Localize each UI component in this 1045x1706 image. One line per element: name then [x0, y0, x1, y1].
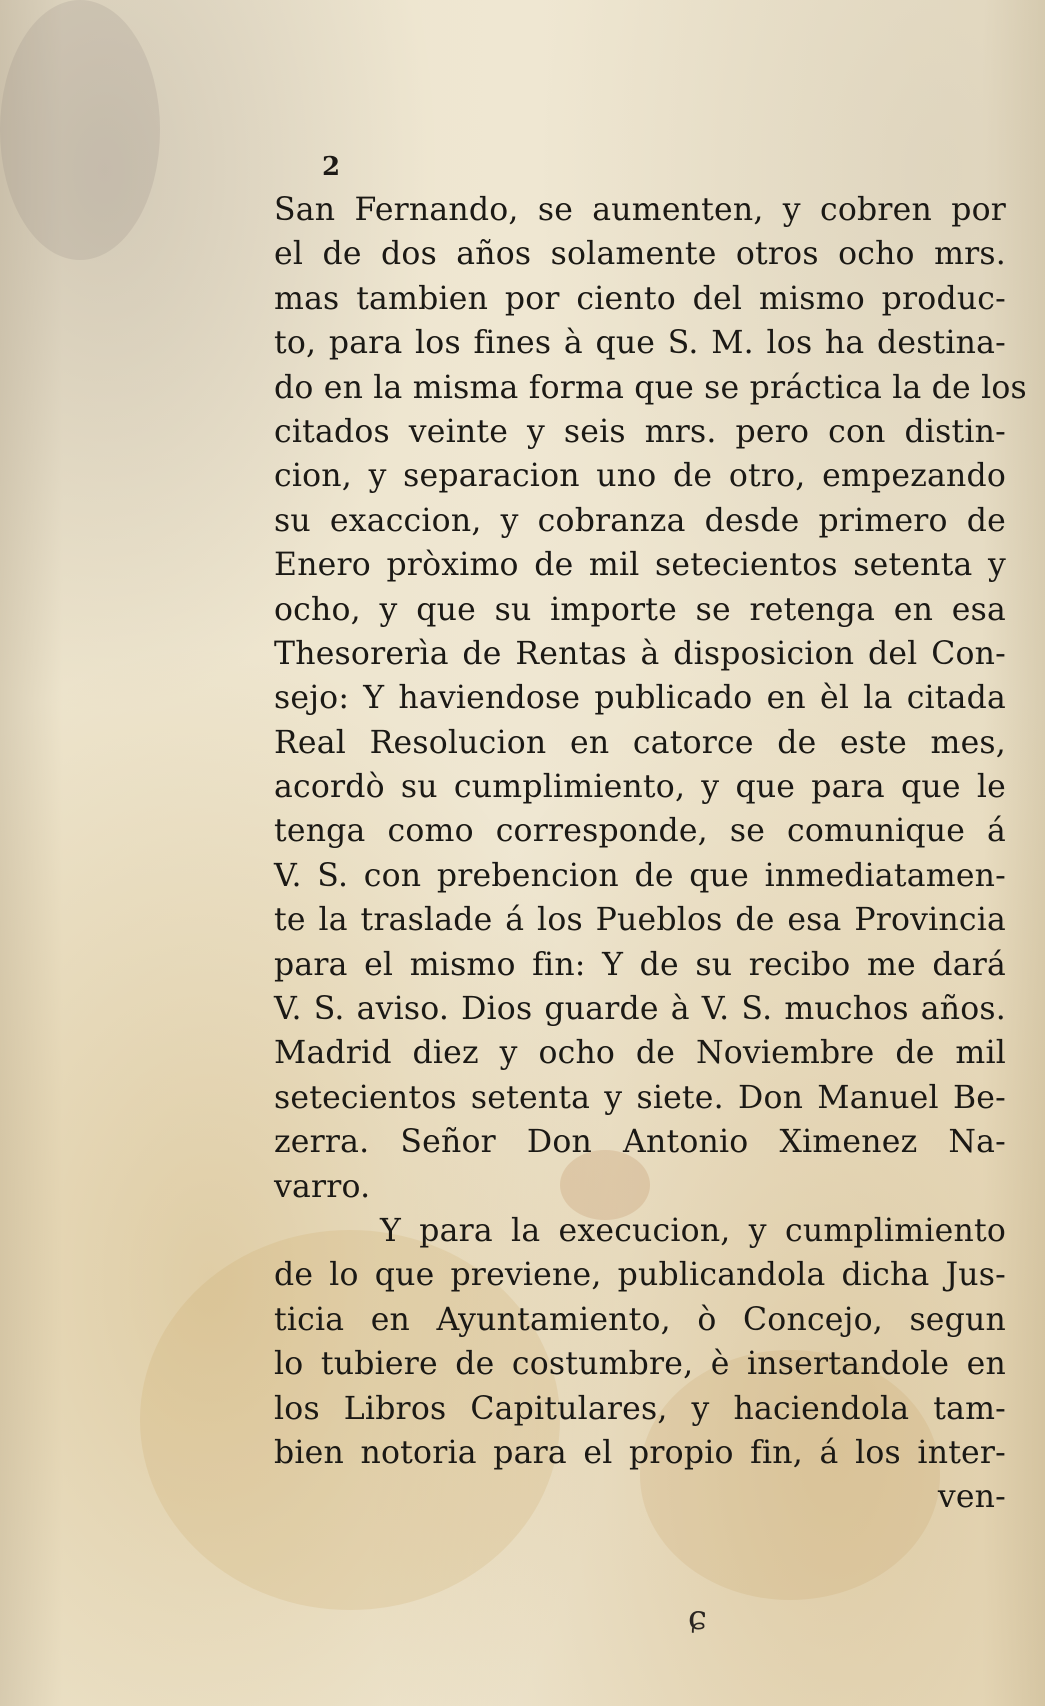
text-line: ocho, y que su importe se retenga en esa: [274, 591, 1006, 628]
text-line: varro.: [274, 1168, 371, 1205]
ink-mark-icon: ɕ: [688, 1598, 708, 1638]
text-line: do en la misma forma que se práctica la de los: [274, 369, 1027, 406]
text-line: San Fernando, se aumenten, y cobren por: [274, 192, 1006, 228]
text-line: para el mismo fin: Y de su recibo me dará: [274, 946, 1006, 983]
text-line: zerra. Señor Don Antonio Ximenez Na-: [274, 1124, 1006, 1161]
text-line: bien notoria para el propio fin, á los inter-: [274, 1434, 1006, 1471]
text-line: te la traslade á los Pueblos de esa Provincia: [274, 902, 1006, 939]
text-line: lo tubiere de costumbre, è insertandole en: [274, 1346, 1006, 1383]
text-line: mas tambien por ciento del mismo produc-: [274, 280, 1006, 317]
text-line: to, para los fines à que S. M. los ha destina-: [274, 325, 1006, 362]
text-line: Thesorerìa de Rentas à disposicion del Con-: [274, 635, 1006, 672]
text-line: acordò su cumplimiento, y que para que le: [274, 769, 1006, 806]
text-line: su exaccion, y cobranza desde primero de: [274, 502, 1006, 539]
text-line: Madrid diez y ocho de Noviembre de mil: [274, 1035, 1006, 1072]
text-line: cion, y separacion uno de otro, empezando: [274, 458, 1006, 495]
body-text: [274, 188, 1027, 1520]
text-line: citados veinte y seis mrs. pero con distin-: [274, 413, 1006, 450]
text-line: setecientos setenta y siete. Don Manuel Be-: [274, 1079, 1006, 1116]
text-line: V. S. con prebencion de que inmediatamen-: [274, 857, 1006, 894]
text-line: V. S. aviso. Dios guarde à V. S. muchos años.: [274, 991, 1006, 1028]
text-line: los Libros Capitulares, y haciendola tam-: [274, 1390, 1006, 1427]
text-line: tenga como corresponde, se comunique á: [274, 813, 1006, 850]
page-number: 2: [322, 152, 341, 182]
text-line: sejo: Y haviendose publicado en èl la citada: [274, 680, 1006, 717]
catchword: ven-: [937, 1479, 1006, 1516]
text-line: de lo que previene, publicandola dicha Jus-: [274, 1257, 1006, 1294]
text-line: el de dos años solamente otros ocho mrs.: [274, 236, 1006, 273]
text-line: ticia en Ayuntamiento, ò Concejo, segun: [274, 1301, 1006, 1338]
paragraph-start-line: Y para la execucion, y cumplimiento: [380, 1212, 1006, 1249]
paper-stain: [0, 0, 160, 260]
text-line: Real Resolucion en catorce de este mes,: [274, 724, 1006, 761]
text-line: Enero pròximo de mil setecientos setenta y: [274, 547, 1006, 584]
